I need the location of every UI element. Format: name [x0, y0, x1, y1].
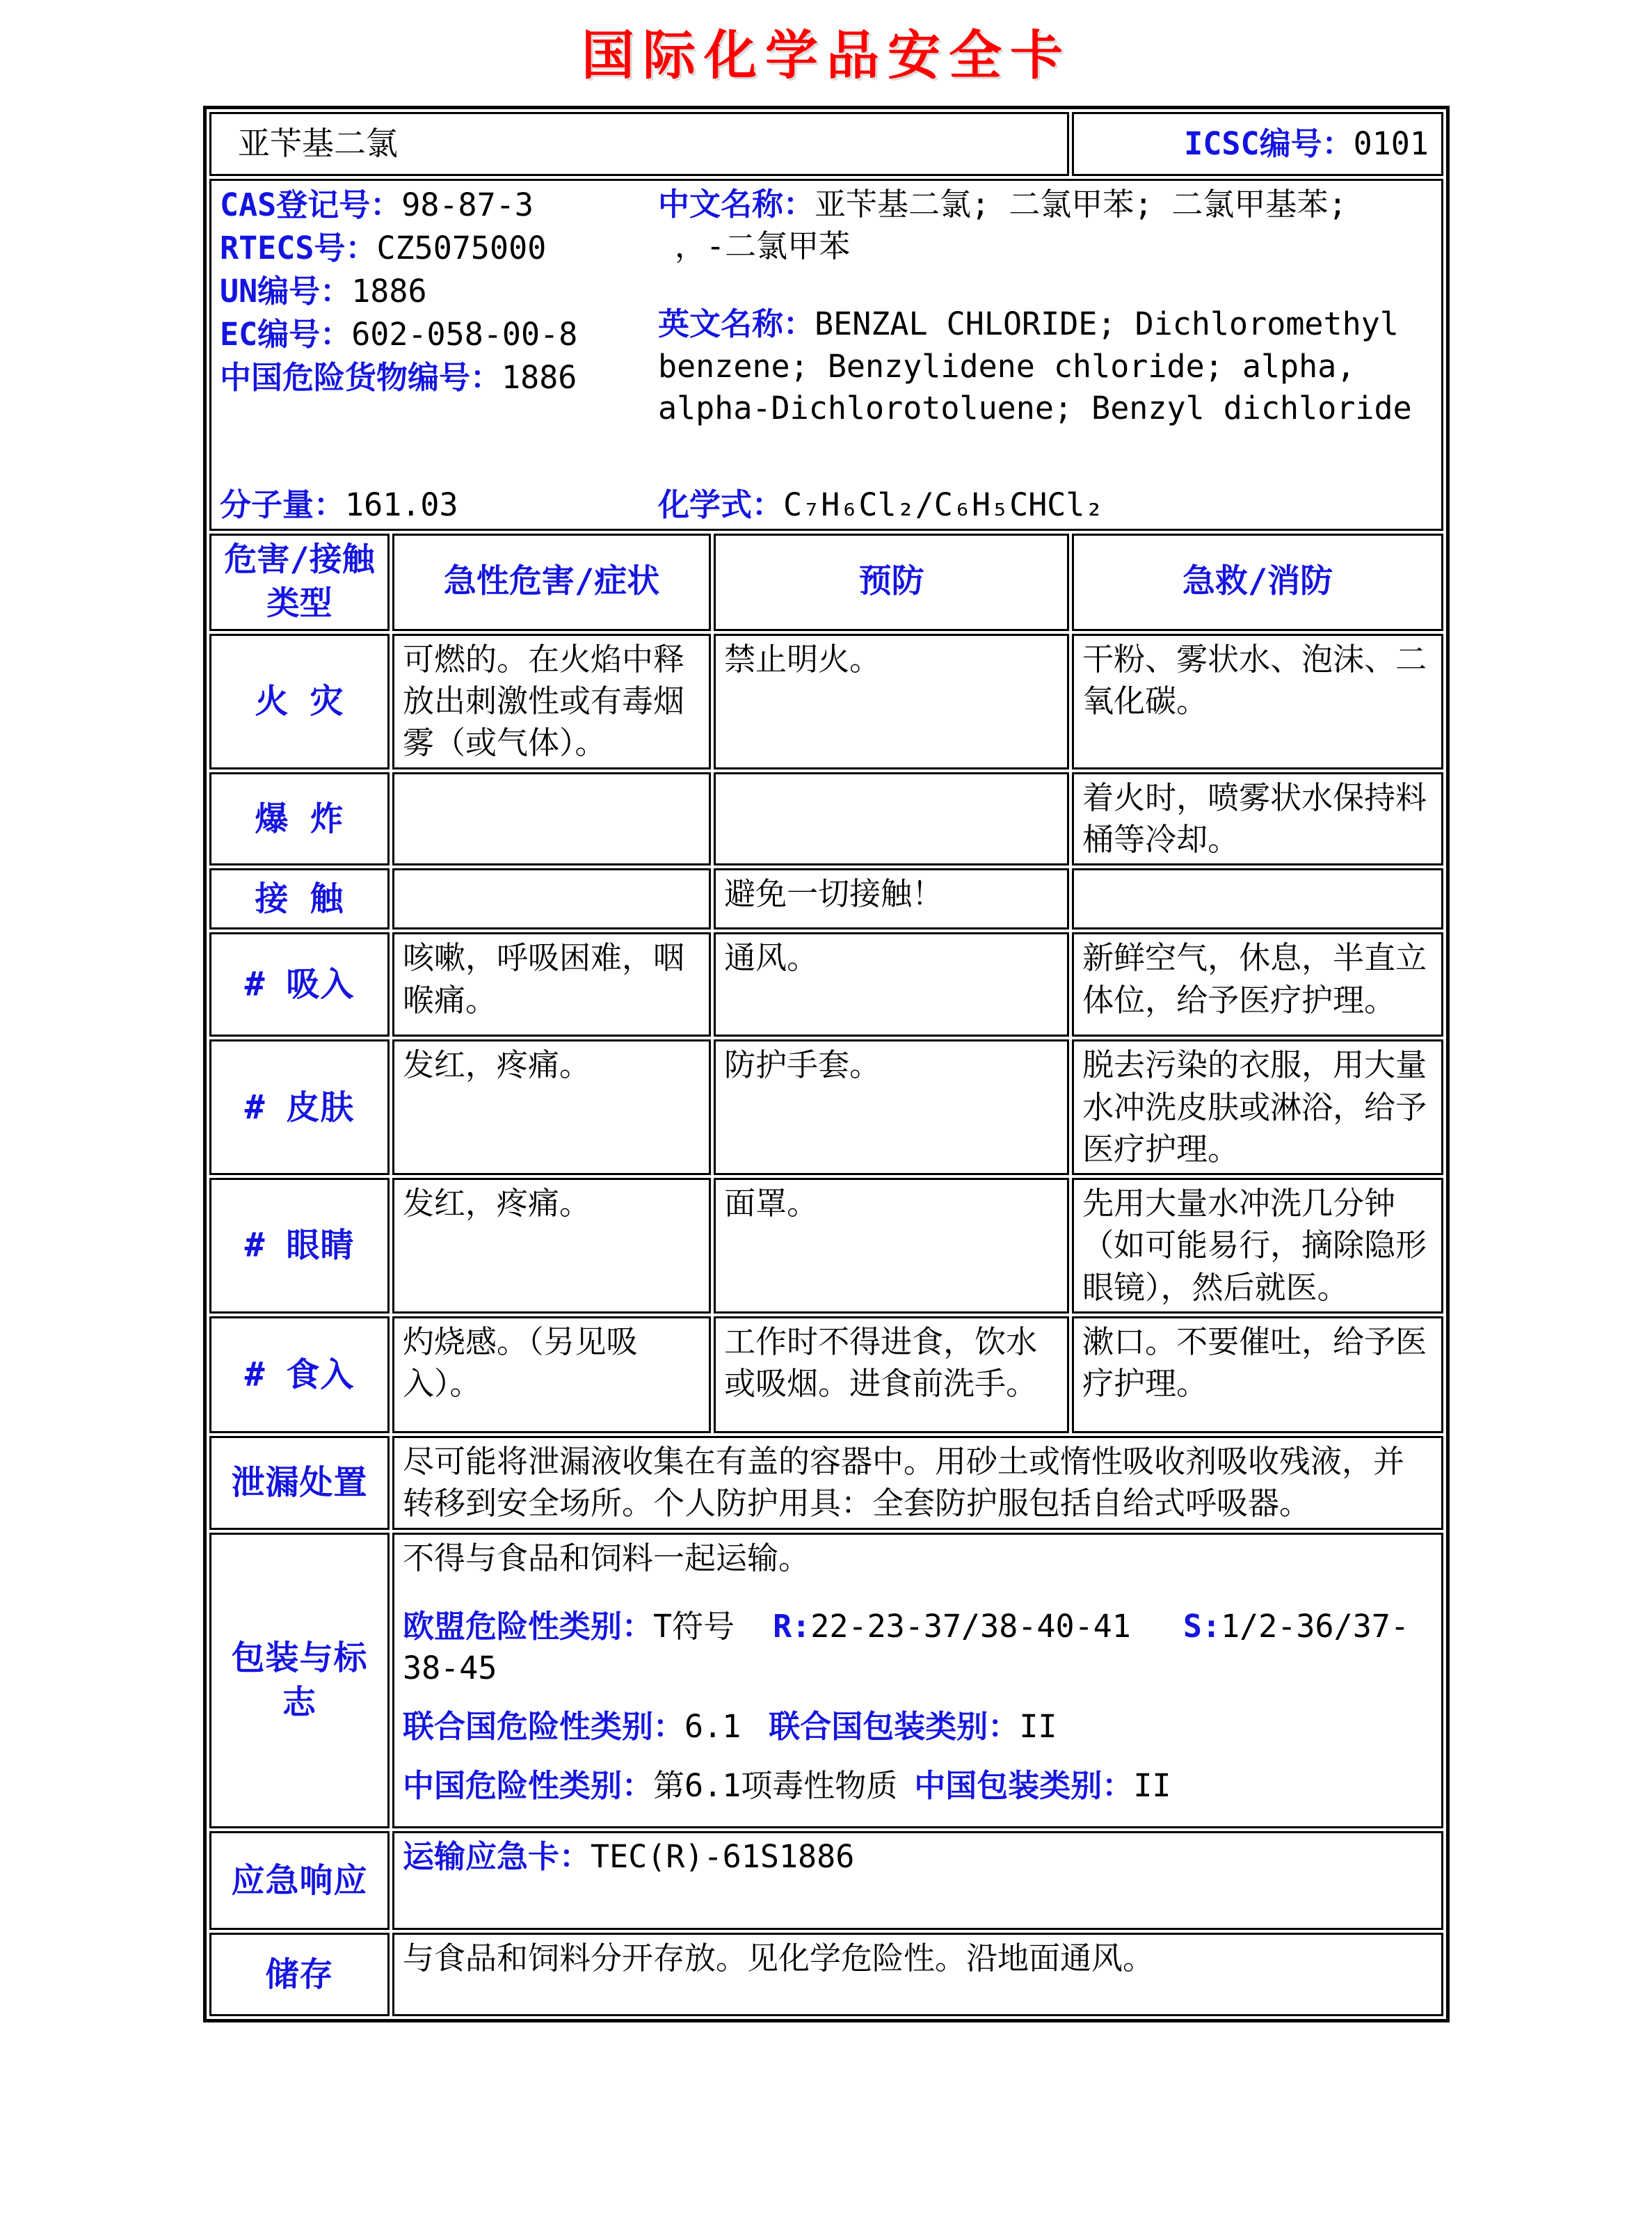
- header-firstaid: 急救/消防: [1072, 534, 1443, 631]
- icsc-sheet: [203, 0, 1450, 2022]
- identification-row: [209, 179, 1443, 531]
- identification-cell: [209, 179, 1443, 531]
- row-label-storage: 储存: [209, 1933, 390, 2016]
- explosion-firstaid: 着火时，喷雾状水保持料桶等冷却。: [1072, 772, 1443, 866]
- title-row: [209, 112, 1443, 176]
- english-names-value: BENZAL CHLORIDE; Dichloromethyl benzene; Benzylidene chloride; alpha, alpha-Dichlorotoluene; Benzyl dichloride: [658, 305, 1412, 426]
- chinese-names-value: 亚苄基二氯; 二氯甲苯; 二氯甲基苯;: [815, 185, 1347, 223]
- s-phrases-label: S:: [1182, 1607, 1221, 1645]
- eu-hazard-class-value: T符号: [653, 1607, 735, 1645]
- un-pack-group-value: II: [1019, 1708, 1057, 1746]
- un-value: 1886: [351, 272, 427, 310]
- cas-value: 98-87-3: [401, 186, 534, 223]
- identification-grid: [220, 184, 1433, 526]
- icsc-number-value: 0101: [1353, 125, 1429, 162]
- s-phrases-value: 1/2-36/37-38-45: [403, 1607, 1409, 1687]
- exposure-symptoms: [392, 868, 711, 929]
- hazard-row-ingestion: [209, 1316, 1443, 1433]
- chemical-formula: [658, 484, 1433, 526]
- row-label-spill: 泄漏处置: [209, 1436, 390, 1530]
- row-label-exposure: 接 触: [209, 868, 390, 929]
- exposure-firstaid: [1072, 868, 1443, 929]
- emergency-cell: [392, 1831, 1443, 1930]
- r-phrases-value: 22-23-37/38-40-41: [810, 1607, 1131, 1645]
- chinese-names-label: 中文名称：: [658, 185, 815, 223]
- icsc-number-label: ICSC编号：: [1184, 125, 1354, 162]
- hazard-row-exposure: [209, 868, 1443, 929]
- row-label-packaging: 包装与标志: [209, 1533, 390, 1828]
- cn-hazard-class-label: 中国危险性类别：: [403, 1766, 654, 1804]
- ingestion-firstaid: 漱口。不要催吐，给予医疗护理。: [1072, 1316, 1443, 1433]
- eyes-symptoms: 发红，疼痛。: [392, 1178, 711, 1314]
- un-line: [220, 270, 658, 313]
- ingestion-symptoms: 灼烧感。（另见吸入）。: [392, 1316, 711, 1433]
- molecular-weight-label: 分子量：: [220, 486, 346, 523]
- packaging-cn-line: [403, 1765, 1433, 1807]
- header-symptoms: 急性危害/症状: [392, 534, 711, 631]
- packaging-transport-note: 不得与食品和饲料一起运输。: [403, 1539, 810, 1577]
- row-label-eyes: # 眼睛: [209, 1178, 390, 1314]
- cn-dangerous-goods-label: 中国危险货物编号：: [220, 358, 502, 396]
- packaging-cell: [392, 1533, 1443, 1828]
- skin-symptoms: 发红，疼痛。: [392, 1039, 711, 1175]
- packaging-row: [209, 1533, 1443, 1828]
- inhalation-symptoms: 咳嗽，呼吸困难，咽喉痛。: [392, 932, 711, 1037]
- row-label-inhalation: # 吸入: [209, 932, 390, 1037]
- fire-firstaid: 干粉、雾状水、泡沫、二氧化碳。: [1072, 634, 1443, 769]
- header-prevention: 预防: [714, 534, 1069, 631]
- english-names: [658, 303, 1433, 429]
- rtecs-value: CZ5075000: [376, 229, 547, 266]
- hazard-row-eyes: [209, 1178, 1443, 1314]
- chinese-names: [658, 184, 1433, 268]
- ec-label: EC编号：: [220, 315, 352, 353]
- un-pack-group-label: 联合国包装类别：: [769, 1708, 1020, 1746]
- spill-row: [209, 1436, 1443, 1530]
- registry-ids: [220, 184, 658, 484]
- cas-line: [220, 184, 658, 227]
- chemical-formula-label: 化学式：: [658, 486, 784, 523]
- icsc-table: [203, 106, 1450, 2022]
- substance-name-cell: [209, 112, 1069, 176]
- substance-name: 亚苄基二氯: [238, 124, 398, 162]
- rtecs-line: [220, 227, 658, 270]
- chemical-names: [658, 184, 1433, 484]
- emergency-row: [209, 1831, 1443, 1930]
- cn-pack-group-value: II: [1133, 1766, 1171, 1804]
- chemical-formula-value: C₇H₆Cl₂/C₆H₅CHCl₂: [783, 486, 1104, 523]
- hazard-row-inhalation: [209, 932, 1443, 1037]
- un-label: UN编号：: [220, 272, 352, 310]
- packaging-un-line: [403, 1706, 1433, 1748]
- ec-value: 602-058-00-8: [351, 315, 578, 353]
- storage-row: [209, 1933, 1443, 2016]
- ingestion-prevention: 工作时不得进食，饮水或吸烟。进食前洗手。: [714, 1316, 1069, 1433]
- row-label-fire: 火 灾: [209, 634, 390, 769]
- cn-hazard-class-value: 第6.1项毒性物质: [653, 1766, 898, 1804]
- chinese-names-value-line2: ，-二氯甲苯: [675, 228, 851, 265]
- fire-symptoms: 可燃的。在火焰中释放出刺激性或有毒烟雾（或气体）。: [392, 634, 711, 769]
- tec-card-label: 运输应急卡：: [403, 1838, 591, 1876]
- r-phrases-label: R:: [773, 1607, 811, 1645]
- ec-line: [220, 313, 658, 356]
- inhalation-firstaid: 新鲜空气，休息，半直立体位，给予医疗护理。: [1072, 932, 1443, 1037]
- spill-text: 尽可能将泄漏液收集在有盖的容器中。用砂土或惰性吸收剂吸收残液，并转移到安全场所。个人防护用具：全套防护服包括自给式呼吸器。: [392, 1436, 1443, 1530]
- skin-firstaid: 脱去污染的衣服，用大量水冲洗皮肤或淋浴，给予医疗护理。: [1072, 1039, 1443, 1175]
- cn-dangerous-goods-line: [220, 356, 658, 399]
- molecular-weight-value: 161.03: [345, 486, 458, 523]
- hazard-row-fire: [209, 634, 1443, 769]
- fire-prevention: 禁止明火。: [714, 634, 1069, 769]
- eyes-firstaid: 先用大量水冲洗几分钟（如可能易行，摘除隐形眼镜），然后就医。: [1072, 1178, 1443, 1314]
- tec-card-value: TEC(R)-61S1886: [591, 1838, 855, 1876]
- eyes-prevention: 面罩。: [714, 1178, 1069, 1314]
- row-label-skin: # 皮肤: [209, 1039, 390, 1175]
- eu-hazard-class-label: 欧盟危险性类别：: [403, 1607, 654, 1645]
- packaging-eu-line: [403, 1606, 1433, 1690]
- hazard-row-skin: [209, 1039, 1443, 1175]
- un-hazard-class-label: 联合国危险性类别：: [403, 1708, 685, 1746]
- inhalation-prevention: 通风。: [714, 932, 1069, 1037]
- row-label-ingestion: # 食入: [209, 1316, 390, 1433]
- un-hazard-class-value: 6.1: [684, 1708, 741, 1746]
- english-names-label: 英文名称：: [658, 305, 815, 343]
- cn-dangerous-goods-value: 1886: [502, 358, 577, 396]
- cas-label: CAS登记号：: [220, 186, 402, 223]
- cn-pack-group-label: 中国包装类别：: [914, 1766, 1134, 1804]
- page-title: 国际化学品安全卡: [582, 24, 1071, 86]
- row-label-emergency: 应急响应: [209, 1831, 390, 1930]
- rtecs-label: RTECS号：: [220, 229, 377, 266]
- hazard-header-row: [209, 534, 1443, 631]
- explosion-prevention: [714, 772, 1069, 866]
- explosion-symptoms: [392, 772, 711, 866]
- skin-prevention: 防护手套。: [714, 1039, 1069, 1175]
- storage-text: 与食品和饲料分开存放。见化学危险性。沿地面通风。: [392, 1933, 1443, 2016]
- header-hazard-type: 危害/接触类型: [209, 534, 390, 631]
- exposure-prevention: 避免一切接触！: [714, 868, 1069, 929]
- row-label-explosion: 爆 炸: [209, 772, 390, 866]
- hazard-row-explosion: [209, 772, 1443, 866]
- molecular-weight: [220, 484, 658, 526]
- icsc-number-cell: [1072, 112, 1443, 176]
